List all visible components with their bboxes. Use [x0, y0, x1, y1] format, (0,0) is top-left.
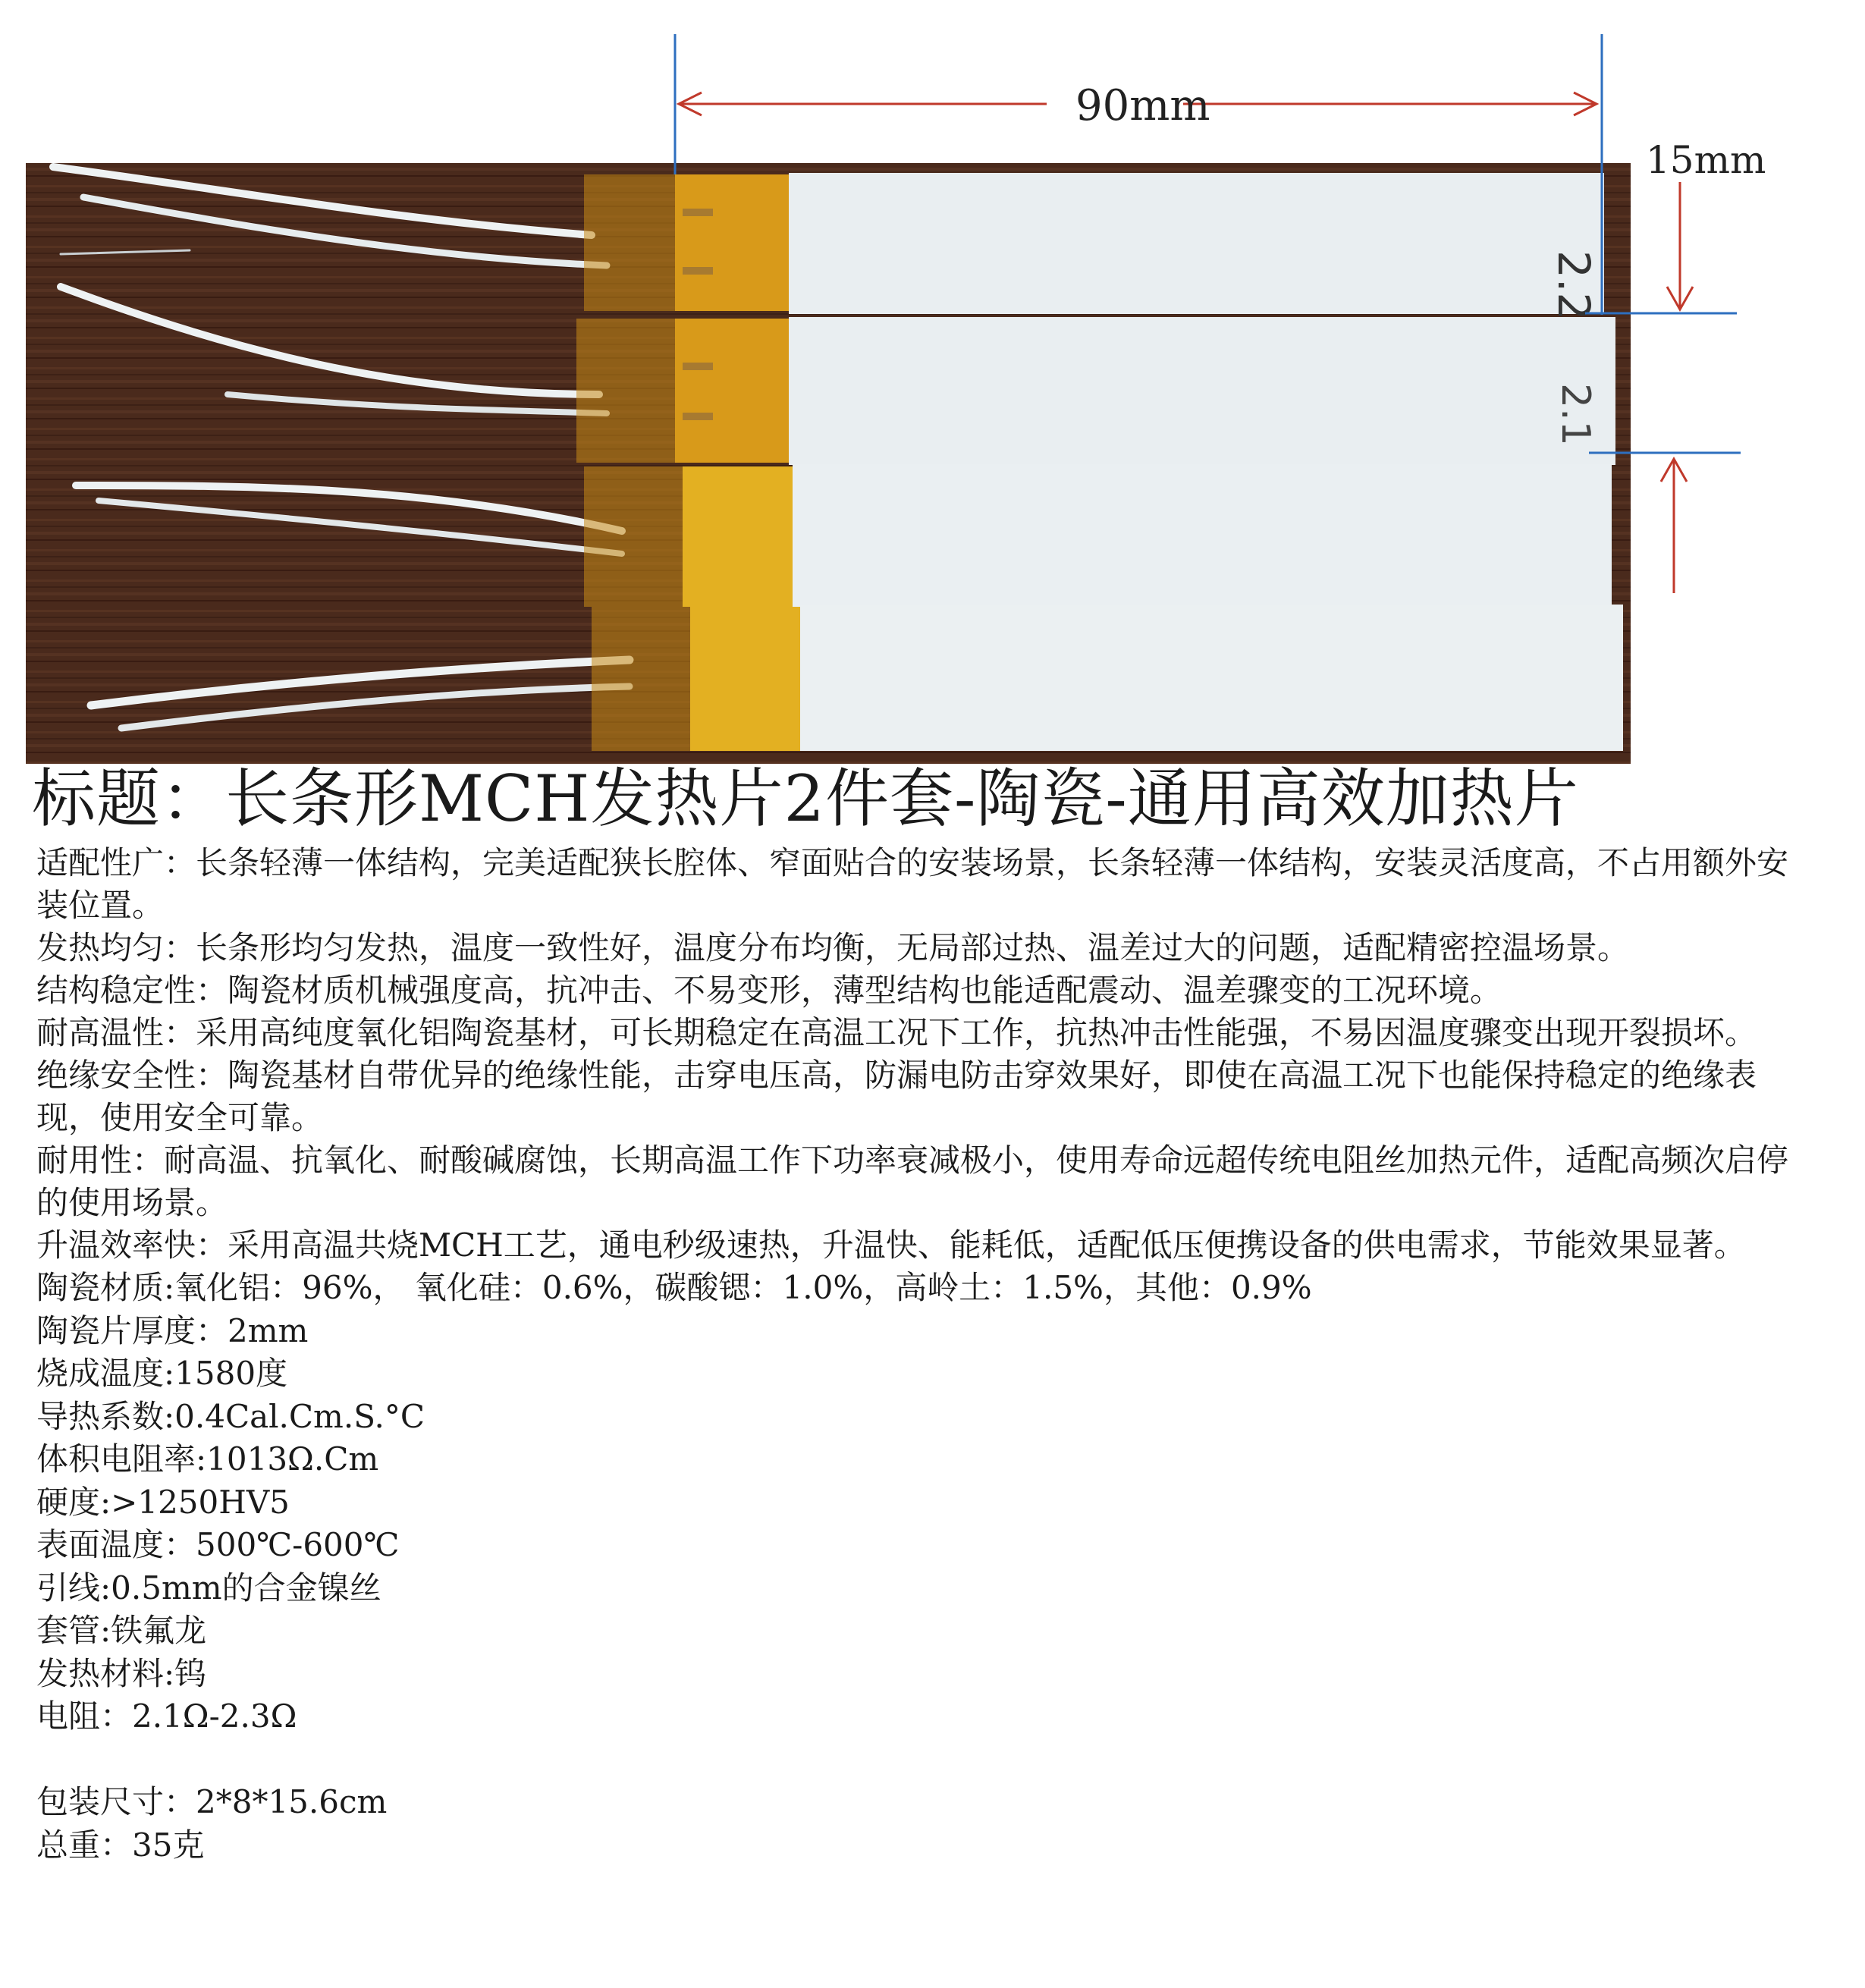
- package-size: 包装尺寸：2*8*15.6cm: [36, 1783, 388, 1820]
- spec-list: [36, 1267, 1804, 1867]
- spec-heating-material: 发热材料:钨: [36, 1654, 207, 1692]
- page-title: 标题：长条形MCH发热片2件套-陶瓷-通用高效加热片: [32, 762, 1579, 836]
- spec-sleeve: 套管:铁氟龙: [36, 1612, 207, 1649]
- feature-list: [36, 842, 1804, 1267]
- package-weight: 总重：35克: [36, 1826, 205, 1864]
- strip-label-2-2: 2.2: [1548, 250, 1600, 321]
- width-dimension-label: 15mm: [1646, 138, 1766, 182]
- feature-heat-resistance: 耐高温性：采用高纯度氧化铝陶瓷基材，可长期稳定在高温工况下工作，抗热冲击性能强，不易因温度骤变出现开裂损坏。: [36, 1014, 1757, 1051]
- spacer: [36, 1738, 1804, 1782]
- feature-durability: 耐用性：耐高温、抗氧化、耐酸碱腐蚀，长期高温工作下功率衰减极小，使用寿命远超传统电阻丝加热元件，适配高频次启停的使用场景。: [36, 1142, 1789, 1221]
- spec-hardness: 硬度:>1250HV5: [36, 1483, 290, 1521]
- feature-structural-stability: 结构稳定性：陶瓷材质机械强度高，抗冲击、不易变形，薄型结构也能适配震动、温差骤变的工况环境。: [36, 972, 1502, 1009]
- feature-uniform-heating: 发热均匀：长条形均匀发热，温度一致性好，温度分布均衡，无局部过热、温差过大的问题，适配精密控温场景。: [36, 929, 1630, 966]
- spec-resistance: 电阻：2.1Ω-2.3Ω: [36, 1697, 297, 1735]
- strip-label-2-1: 2.1: [1553, 383, 1598, 446]
- length-dimension-label: 90mm: [1075, 81, 1210, 130]
- heater-strip-4: [592, 605, 1623, 751]
- heater-strip-3: [584, 464, 1612, 608]
- spec-lead-wire: 引线:0.5mm的合金镍丝: [36, 1569, 381, 1606]
- spec-volume-resistivity: 体积电阻率:1013Ω.Cm: [36, 1440, 379, 1478]
- spec-thermal-conductivity: 导热系数:0.4Cal.Cm.S.°C: [36, 1397, 425, 1435]
- product-figure: [0, 0, 1865, 766]
- spec-surface-temperature: 表面温度：500℃-600℃: [36, 1526, 400, 1563]
- spec-ceramic-material: 陶瓷材质:氧化铝：96%， 氧化硅：0.6%，碳酸锶：1.0%，高岭土：1.5%，其他：0.9%: [36, 1269, 1312, 1306]
- feature-insulation-safety: 绝缘安全性：陶瓷基材自带优异的绝缘性能，击穿电压高，防漏电防击穿效果好，即使在高温工况下也能保持稳定的绝缘表现，使用安全可靠。: [36, 1057, 1757, 1136]
- heater-strip-1: [584, 173, 1604, 314]
- spec-firing-temperature: 烧成温度:1580度: [36, 1355, 288, 1392]
- spec-thickness: 陶瓷片厚度：2mm: [36, 1311, 309, 1349]
- feature-heating-efficiency: 升温效率快：采用高温共烧MCH工艺，通电秒级速热，升温快、能耗低，适配低压便携设备的供电需求，节能效果显著。: [36, 1226, 1746, 1264]
- description-text: [32, 757, 1804, 1867]
- heater-strip-2: [576, 317, 1615, 465]
- feature-adaptability: 适配性广：长条轻薄一体结构，完美适配狭长腔体、窄面贴合的安装场景，长条轻薄一体结构，安装灵活度高，不占用额外安装位置。: [36, 844, 1789, 924]
